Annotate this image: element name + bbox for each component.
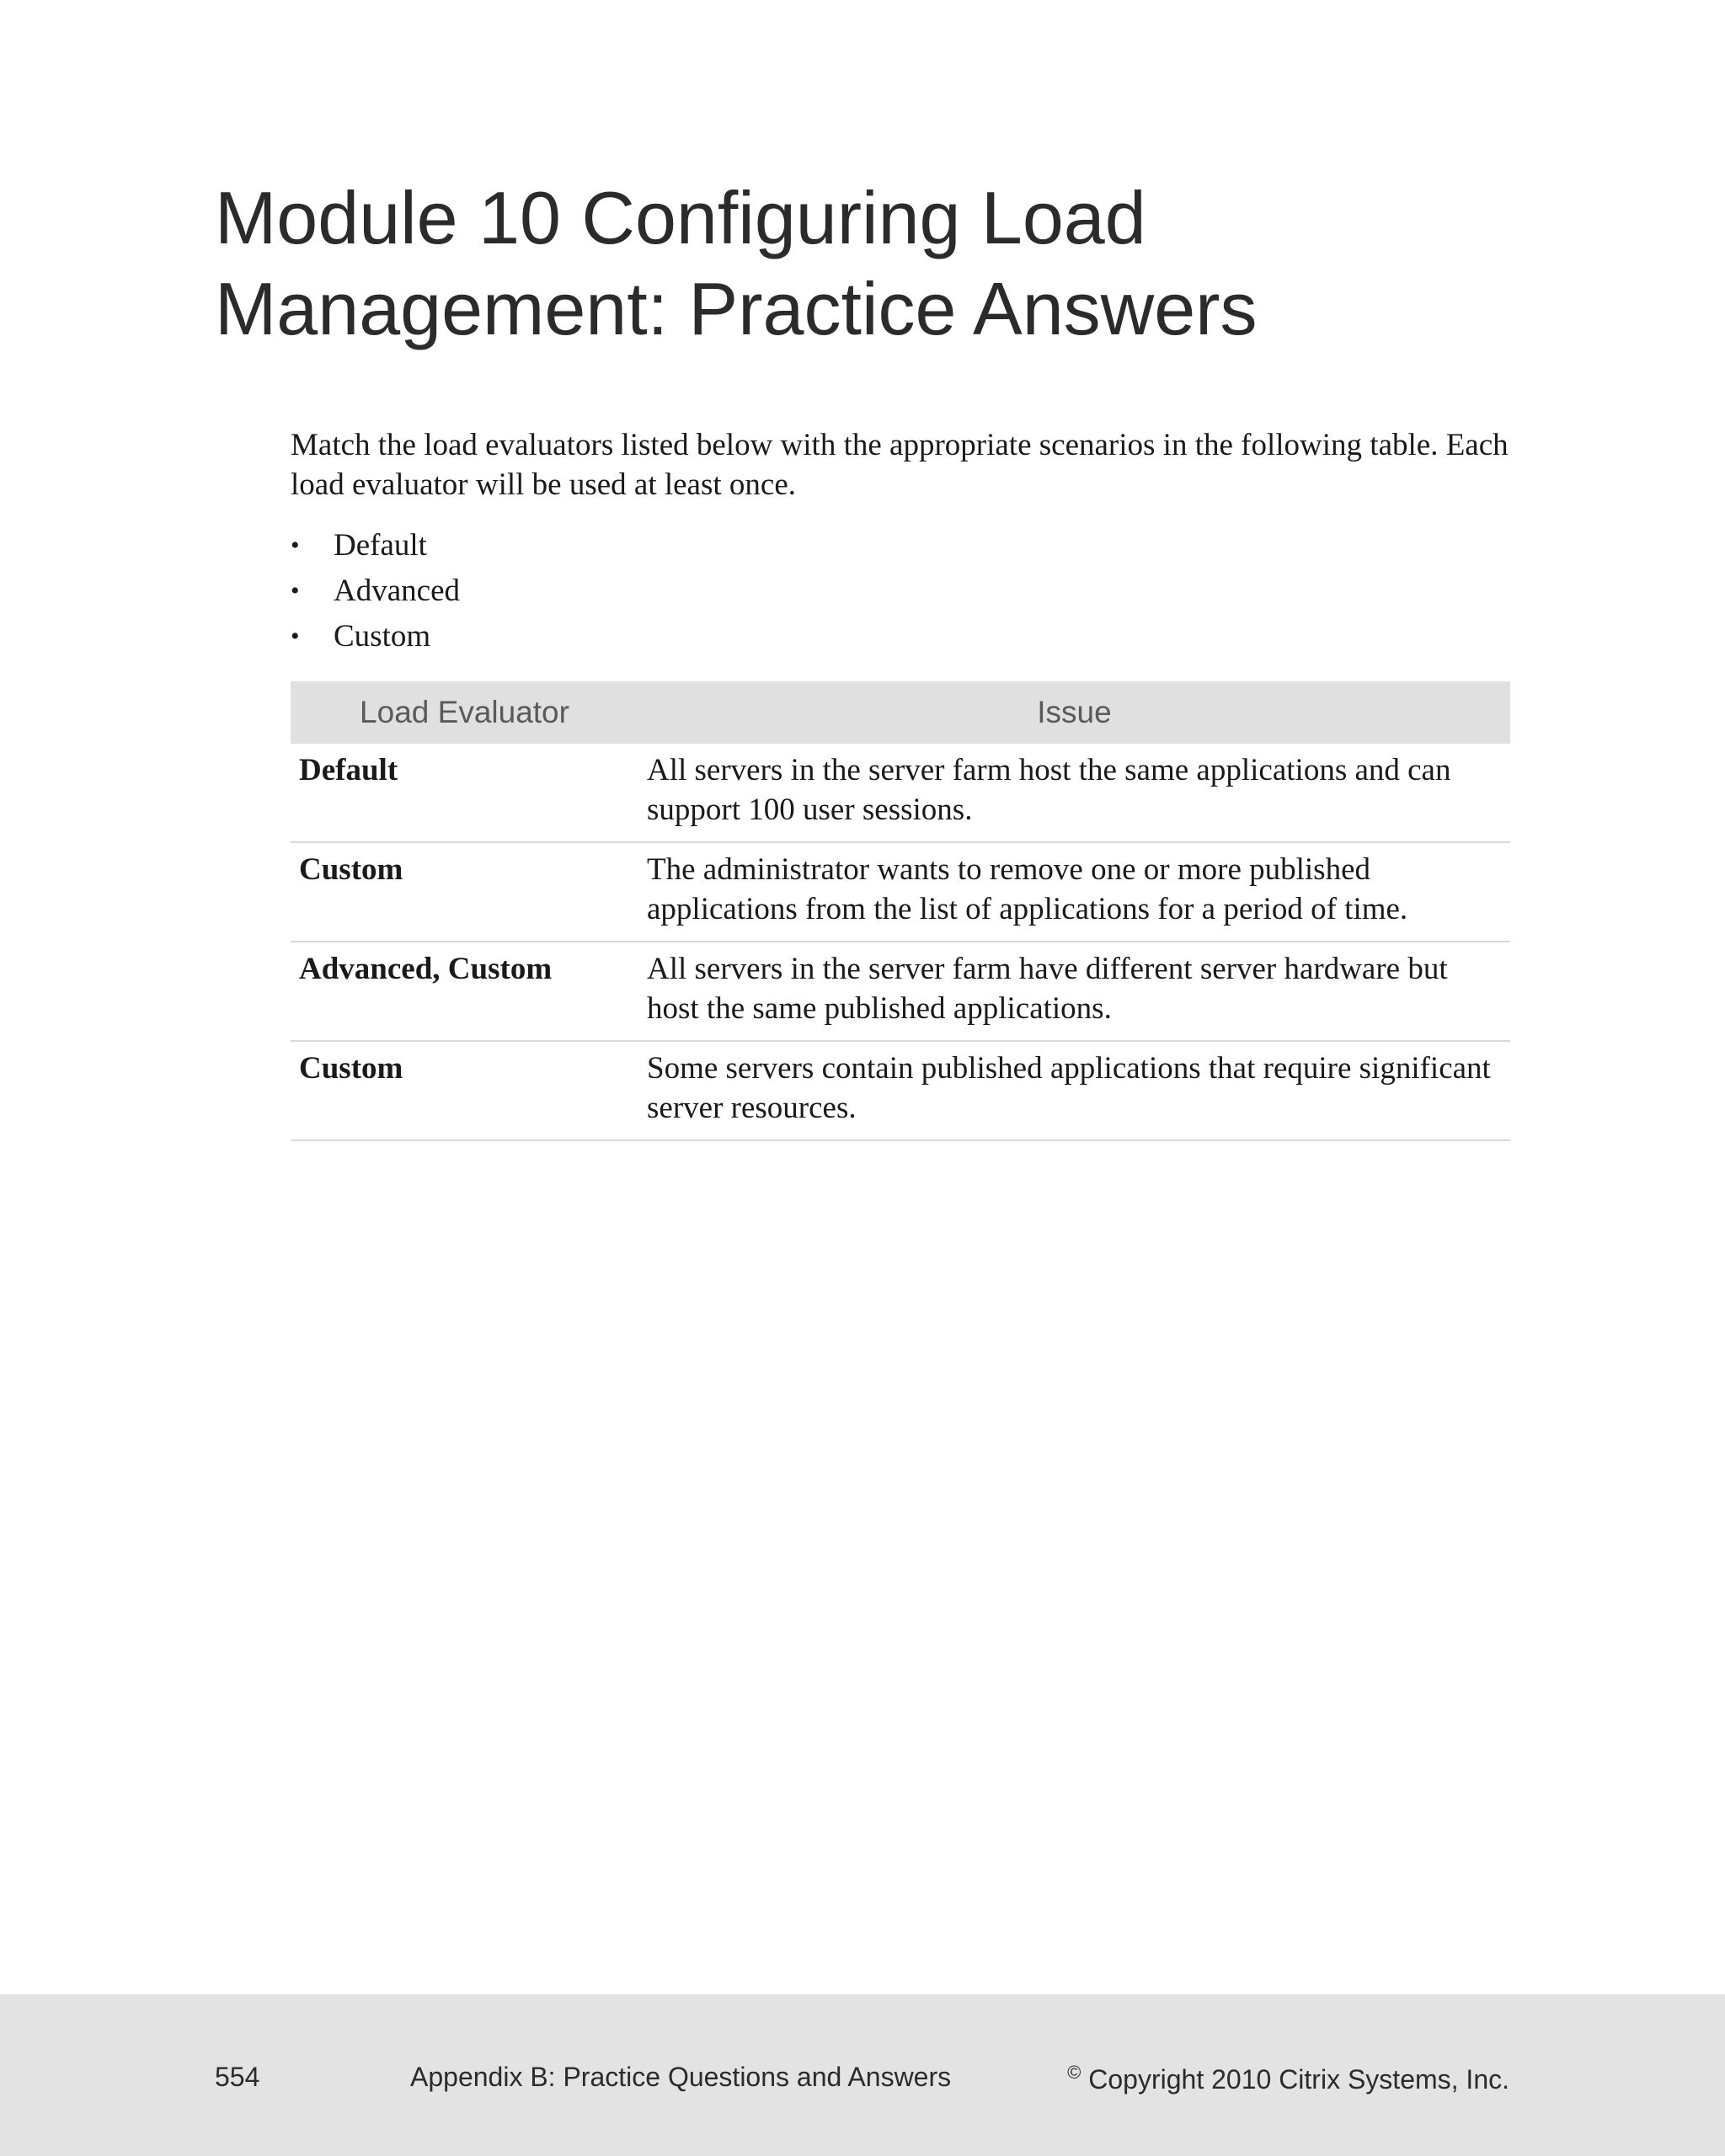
list-item: [291, 568, 1510, 614]
evaluator-list: [291, 523, 1510, 659]
issue-cell: The administrator wants to remove one or more published applications from the list of applications for a period of time.: [638, 842, 1510, 942]
copyright-icon: ©: [1067, 2062, 1081, 2083]
page-title-line-1: Module 10 Configuring Load: [215, 176, 1146, 259]
evaluator-cell: Default: [291, 744, 638, 842]
table-row: [291, 942, 1510, 1041]
list-item-label: Advanced: [334, 574, 460, 608]
footer-section-title: Appendix B: Practice Questions and Answers: [410, 2062, 952, 2092]
bullet-icon: •: [291, 622, 300, 650]
page-title: [215, 173, 1562, 355]
table-row: [291, 1041, 1510, 1140]
page-footer: [0, 1994, 1725, 2156]
list-item-label: Custom: [334, 619, 431, 654]
evaluator-cell: Custom: [291, 1041, 638, 1140]
list-item-label: Default: [334, 528, 427, 563]
intro-paragraph: Match the load evaluators listed below with the appropriate scenarios in the following table. Each load evaluator will be used at least once.: [291, 428, 1509, 502]
column-header-load-evaluator: Load Evaluator: [291, 681, 638, 744]
column-header-issue: Issue: [638, 681, 1510, 744]
table-row: [291, 744, 1510, 842]
issue-cell: Some servers contain published applications that require significant server resources.: [638, 1041, 1510, 1140]
issue-cell: All servers in the server farm host the same applications and can support 100 user sessions.: [638, 744, 1510, 842]
answers-table: [291, 681, 1510, 1141]
copyright-notice: [1067, 2062, 1509, 2095]
bullet-icon: •: [291, 531, 300, 559]
copyright-text: Copyright 2010 Citrix Systems, Inc.: [1081, 2064, 1509, 2095]
page-title-line-2: Management: Practice Answers: [215, 267, 1258, 350]
table-header-row: [291, 681, 1510, 744]
table-row: [291, 842, 1510, 942]
evaluator-cell: Advanced, Custom: [291, 942, 638, 1041]
main-content: [291, 425, 1510, 1141]
evaluator-cell: Custom: [291, 842, 638, 942]
bullet-icon: •: [291, 577, 300, 605]
list-item: [291, 523, 1510, 568]
list-item: [291, 614, 1510, 659]
page-number: 554: [215, 2062, 260, 2092]
issue-cell: All servers in the server farm have different server hardware but host the same published applications.: [638, 942, 1510, 1041]
